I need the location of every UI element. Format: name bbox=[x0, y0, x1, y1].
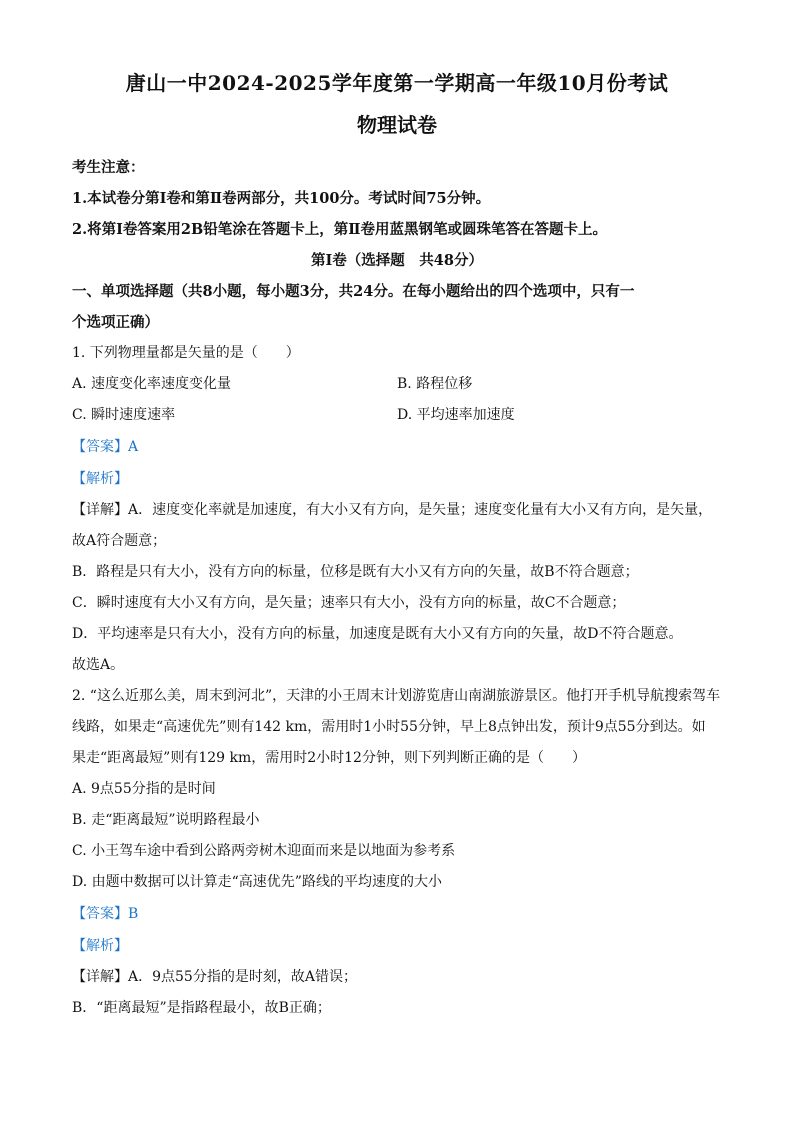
section-heading-line2: 个选项正确） bbox=[72, 314, 159, 331]
exam-subtitle: 物理试卷 bbox=[357, 113, 437, 137]
q2-stem-line2: 线路，如果走“高速优先”则有142 km，需用时1小时55分钟，早上8点钟出发，预计9点55分到达。如 bbox=[72, 719, 706, 735]
q1-stem: 1. 下列物理量都是矢量的是（ ） bbox=[72, 345, 300, 361]
q2-option-c: C. 小王驾车途中看到公路两旁树木迎面而来是以地面为参考系 bbox=[72, 843, 456, 859]
q1-option-a: A. 速度变化率速度变化量 bbox=[72, 376, 232, 392]
q1-option-d: D. 平均速率加速度 bbox=[397, 407, 515, 423]
q2-detail-1: 【详解】A．9点55分指的是时刻，故A错误； bbox=[72, 969, 357, 985]
q2-stem-line1: 2. “这么近那么美，周末到河北”，天津的小王周末计划游览唐山南湖旅游景区。他打开手机导航搜索驾车 bbox=[72, 688, 721, 704]
exam-title: 唐山一中2024-2025学年度第一学期高一年级10月份考试 bbox=[125, 71, 669, 95]
q2-option-a: A. 9点55分指的是时间 bbox=[72, 781, 216, 797]
q1-conclusion: 故选A。 bbox=[72, 657, 125, 673]
section-heading-line1: 一、单项选择题（共8小题，每小题3分，共24分。在每小题给出的四个选项中，只有一 bbox=[72, 283, 635, 300]
q2-option-b: B. 走“距离最短”说明路程最小 bbox=[72, 812, 260, 828]
document-page bbox=[72, 62, 722, 1024]
q1-option-c: C. 瞬时速度速率 bbox=[72, 407, 176, 423]
q1-detail-1: 【详解】A．速度变化率就是加速度，有大小又有方向，是矢量；速度变化量有大小又有方向，是矢量， bbox=[72, 502, 713, 518]
q1-answer: 【答案】A bbox=[72, 439, 139, 455]
q1-analysis-label: 【解析】 bbox=[72, 471, 128, 487]
notice-item-2: 2.将第Ⅰ卷答案用2B铅笔涂在答题卡上，第Ⅱ卷用蓝黑钢笔或圆珠笔答在答题卡上。 bbox=[72, 221, 607, 238]
notice-heading: 考生注意： bbox=[72, 159, 145, 176]
q1-detail-4: C．瞬时速度有大小又有方向，是矢量；速率只有大小，没有方向的标量，故C不合题意； bbox=[72, 595, 626, 611]
q1-detail-2: 故A符合题意； bbox=[72, 533, 167, 549]
q1-detail-3: B．路程是只有大小，没有方向的标量，位移是既有大小又有方向的矢量，故B不符合题意； bbox=[72, 564, 639, 580]
q1-detail-5: D．平均速率是只有大小，没有方向的标量，加速度是既有大小又有方向的矢量，故D不符合题意。 bbox=[72, 626, 683, 642]
q1-option-b: B. 路程位移 bbox=[397, 376, 473, 392]
q2-answer: 【答案】B bbox=[72, 906, 139, 922]
q2-detail-2: B．“距离最短”是指路程最小，故B正确； bbox=[72, 1000, 331, 1016]
q1-options-row2 bbox=[72, 400, 722, 431]
part1-heading: 第Ⅰ卷（选择题 共48分） bbox=[311, 252, 483, 269]
q1-options-row1 bbox=[72, 369, 722, 400]
q2-option-d: D. 由题中数据可以计算走“高速优先”路线的平均速度的大小 bbox=[72, 874, 442, 890]
q2-stem-line3: 果走“距离最短”则有129 km，需用时2小时12分钟，则下列判断正确的是（ ） bbox=[72, 750, 586, 766]
notice-item-1: 1.本试卷分第Ⅰ卷和第Ⅱ卷两部分，共100分。考试时间75分钟。 bbox=[72, 190, 491, 207]
q2-analysis-label: 【解析】 bbox=[72, 938, 128, 954]
